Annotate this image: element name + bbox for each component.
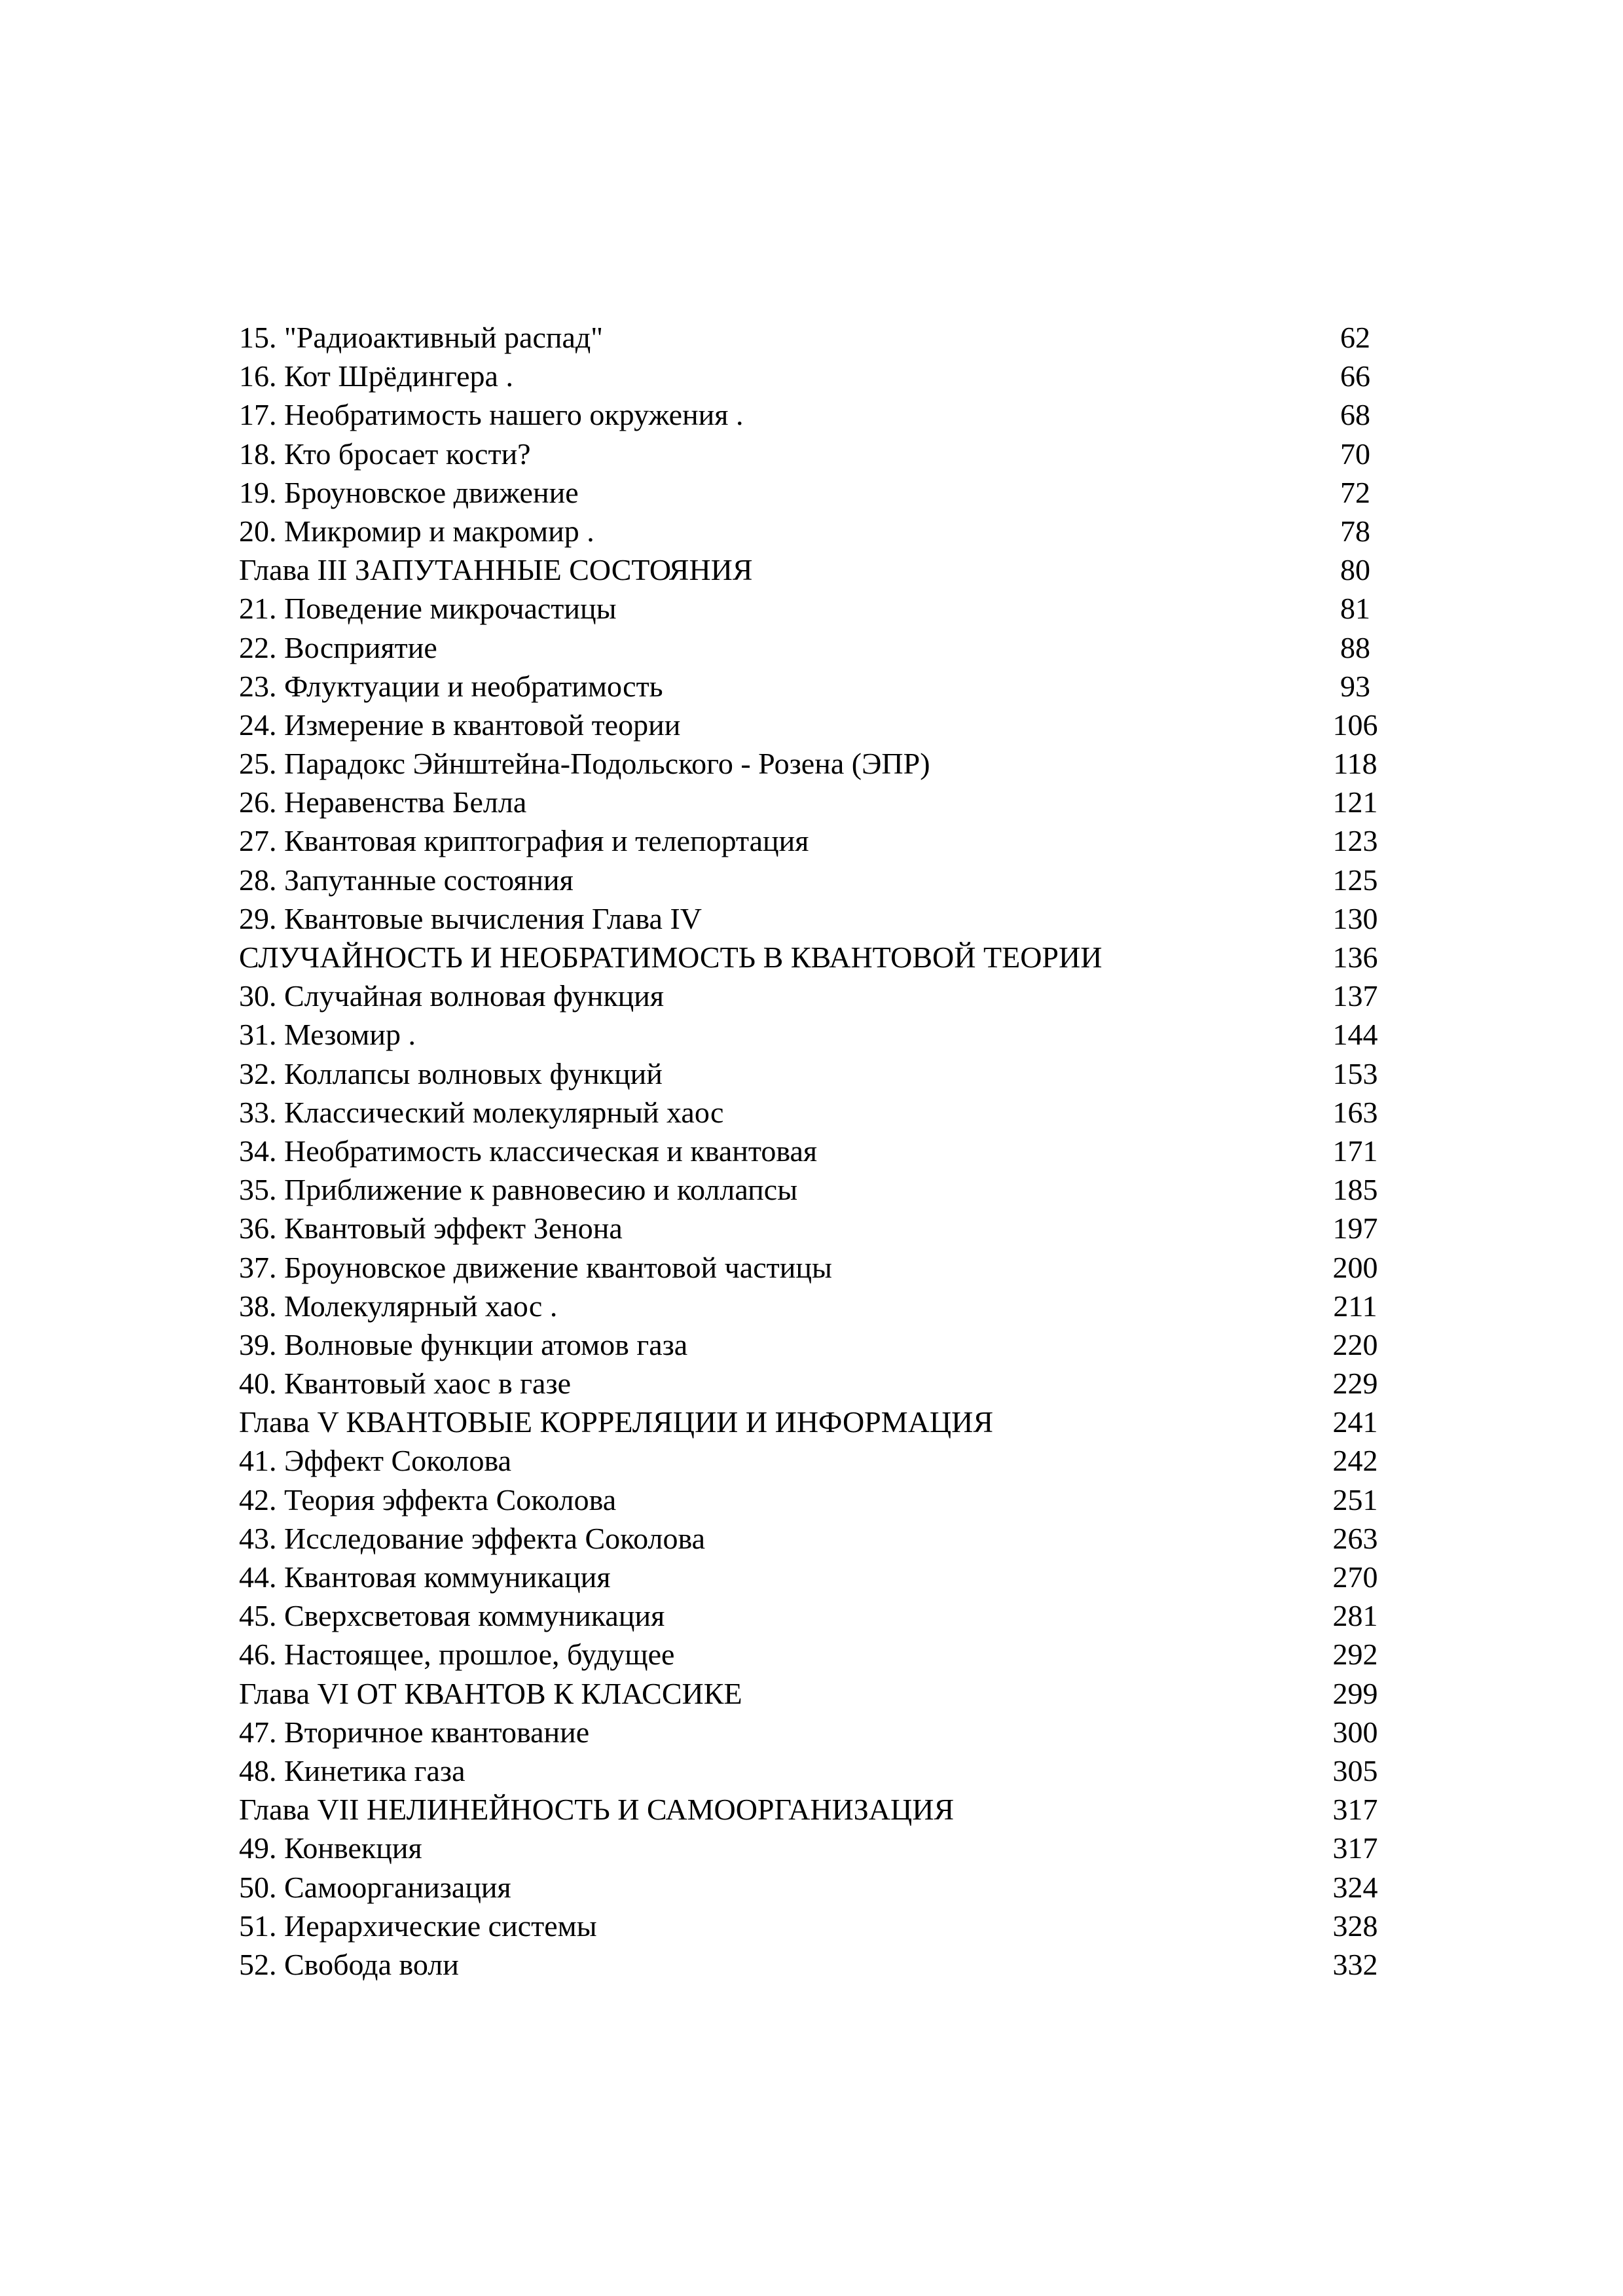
toc-entry <box>239 1713 1404 1751</box>
toc-entry-title: 35. Приближение к равновесию и коллапсы <box>239 1173 798 1207</box>
toc-entry-page-number: 328 <box>1332 1909 1378 1943</box>
toc-entry-page-number: 270 <box>1332 1560 1378 1594</box>
toc-entry <box>239 1519 1404 1558</box>
toc-entry-page-number: 153 <box>1332 1056 1378 1090</box>
toc-entry-page-number: 118 <box>1333 747 1377 781</box>
toc-entry-title: 21. Поведение микрочастицы <box>239 592 617 626</box>
toc-entry-title: Глава VI ОТ КВАНТОВ К КЛАССИКЕ <box>239 1676 742 1710</box>
toc-entry <box>239 1093 1404 1132</box>
toc-entry <box>239 706 1404 744</box>
toc-entry <box>239 550 1404 589</box>
toc-entry <box>239 1480 1404 1519</box>
toc-entry-title: 44. Квантовая коммуникация <box>239 1560 611 1594</box>
toc-entry-page-number: 78 <box>1340 514 1370 548</box>
toc-entry-title: 39. Волновые функции атомов газа <box>239 1327 688 1361</box>
toc-entry-page-number: 130 <box>1332 901 1378 935</box>
toc-entry <box>239 473 1404 512</box>
toc-entry-page-number: 200 <box>1332 1250 1378 1284</box>
toc-entry-page-number: 317 <box>1332 1831 1378 1865</box>
toc-entry <box>239 1287 1404 1325</box>
toc-entry-page-number: 68 <box>1340 398 1370 432</box>
toc-entry-title: 51. Иерархические системы <box>239 1909 597 1943</box>
toc-entry-title: 28. Запутанные состояния <box>239 863 574 897</box>
toc-entry <box>239 1790 1404 1829</box>
toc-entry <box>239 357 1404 395</box>
toc-entry-page-number: 106 <box>1332 708 1378 742</box>
toc-entry <box>239 861 1404 899</box>
toc-entry-title: Глава VII НЕЛИНЕЙНОСТЬ И САМООРГАНИЗАЦИЯ <box>239 1793 955 1827</box>
toc-entry-title: 50. Самоорганизация <box>239 1870 511 1904</box>
toc-entry-page-number: 144 <box>1332 1018 1378 1052</box>
table-of-contents <box>239 318 1404 1984</box>
toc-entry <box>239 899 1404 938</box>
toc-entry-page-number: 197 <box>1332 1211 1378 1246</box>
toc-entry-title: 17. Необратимость нашего окружения . <box>239 398 744 432</box>
toc-entry-page-number: 171 <box>1332 1134 1378 1168</box>
toc-entry-page-number: 229 <box>1332 1367 1378 1401</box>
toc-entry <box>239 1596 1404 1635</box>
toc-entry <box>239 628 1404 667</box>
toc-entry-page-number: 80 <box>1340 553 1370 587</box>
toc-entry-page-number: 292 <box>1332 1638 1378 1672</box>
toc-entry-title: 29. Квантовые вычисления Глава IV <box>239 901 702 935</box>
toc-entry-page-number: 332 <box>1332 1947 1378 1981</box>
toc-entry <box>239 667 1404 706</box>
toc-entry-page-number: 263 <box>1332 1521 1378 1555</box>
toc-entry-title: 25. Парадокс Эйнштейна-Подольского - Розена (ЭПР) <box>239 747 930 781</box>
toc-entry-title: 16. Кот Шрёдингера . <box>239 359 513 393</box>
toc-entry-page-number: 324 <box>1332 1870 1378 1904</box>
toc-entry-page-number: 88 <box>1340 630 1370 664</box>
toc-entry <box>239 938 1404 977</box>
toc-entry-title: 18. Кто бросает кости? <box>239 437 531 471</box>
toc-entry-title: 23. Флуктуации и необратимость <box>239 669 663 703</box>
toc-entry-title: 26. Неравенства Белла <box>239 785 527 819</box>
toc-entry-title: 22. Восприятие <box>239 630 437 664</box>
toc-entry <box>239 512 1404 550</box>
toc-entry-title: 15. "Радиоактивный распад" <box>239 321 604 354</box>
toc-entry-title: 48. Кинетика газа <box>239 1753 465 1787</box>
toc-entry-title: 41. Эффект Соколова <box>239 1444 512 1478</box>
toc-entry <box>239 1132 1404 1170</box>
toc-entry-page-number: 305 <box>1332 1753 1378 1787</box>
toc-entry-title: 24. Измерение в квантовой теории <box>239 708 681 742</box>
toc-entry-page-number: 137 <box>1332 979 1378 1013</box>
toc-entry-title: Глава III ЗАПУТАННЫЕ СОСТОЯНИЯ <box>239 553 753 587</box>
toc-entry <box>239 1015 1404 1054</box>
toc-entry-title: 40. Квантовый хаос в газе <box>239 1367 572 1401</box>
toc-entry <box>239 783 1404 821</box>
toc-entry-page-number: 281 <box>1332 1599 1378 1633</box>
toc-entry-page-number: 123 <box>1332 824 1378 858</box>
toc-entry <box>239 977 1404 1015</box>
toc-entry-page-number: 317 <box>1332 1793 1378 1827</box>
toc-entry-title: 37. Броуновское движение квантовой частицы <box>239 1250 832 1284</box>
toc-entry <box>239 1248 1404 1287</box>
toc-entry-page-number: 251 <box>1332 1482 1378 1516</box>
toc-entry-page-number: 72 <box>1340 475 1370 509</box>
toc-entry <box>239 318 1404 357</box>
toc-entry-title: 34. Необратимость классическая и квантовая <box>239 1134 818 1168</box>
toc-entry-title: СЛУЧАЙНОСТЬ И НЕОБРАТИМОСТЬ В КВАНТОВОЙ ТЕОРИИ <box>239 941 1103 974</box>
toc-entry-page-number: 125 <box>1332 863 1378 897</box>
toc-entry-title: 47. Вторичное квантование <box>239 1715 590 1749</box>
toc-entry-title: 38. Молекулярный хаос . <box>239 1289 558 1323</box>
toc-entry-page-number: 66 <box>1340 359 1370 393</box>
toc-entry <box>239 1209 1404 1247</box>
toc-entry <box>239 1635 1404 1674</box>
toc-entry-title: 36. Квантовый эффект Зенона <box>239 1211 623 1246</box>
toc-entry <box>239 1868 1404 1907</box>
toc-entry-page-number: 163 <box>1332 1095 1378 1129</box>
toc-entry-page-number: 185 <box>1332 1173 1378 1207</box>
toc-entry <box>239 435 1404 473</box>
toc-entry <box>239 1907 1404 1945</box>
toc-entry-title: 27. Квантовая криптография и телепортация <box>239 824 809 858</box>
toc-entry <box>239 1325 1404 1364</box>
toc-entry <box>239 1364 1404 1403</box>
toc-entry <box>239 1054 1404 1093</box>
toc-entry-page-number: 93 <box>1340 669 1370 703</box>
toc-entry-title: 43. Исследование эффекта Соколова <box>239 1521 706 1555</box>
toc-entry <box>239 1403 1404 1441</box>
toc-entry-title: 19. Броуновское движение <box>239 475 579 509</box>
toc-entry-title: 46. Настоящее, прошлое, будущее <box>239 1638 675 1672</box>
toc-entry-page-number: 70 <box>1340 437 1370 471</box>
toc-entry <box>239 1829 1404 1867</box>
toc-entry-title: 33. Классический молекулярный хаос <box>239 1095 724 1129</box>
toc-entry-title: 45. Сверхсветовая коммуникация <box>239 1599 665 1633</box>
toc-entry <box>239 1558 1404 1596</box>
toc-entry-page-number: 220 <box>1332 1327 1378 1361</box>
toc-entry <box>239 821 1404 860</box>
toc-entry <box>239 589 1404 628</box>
toc-entry-page-number: 300 <box>1332 1715 1378 1749</box>
toc-entry <box>239 395 1404 434</box>
toc-entry-page-number: 241 <box>1332 1405 1378 1439</box>
toc-entry <box>239 1945 1404 1984</box>
toc-entry-title: 32. Коллапсы волновых функций <box>239 1056 663 1090</box>
toc-entry-title: Глава V КВАНТОВЫЕ КОРРЕЛЯЦИИ И ИНФОРМАЦИЯ <box>239 1405 993 1439</box>
toc-entry <box>239 1170 1404 1209</box>
toc-entry-page-number: 242 <box>1332 1444 1378 1478</box>
toc-entry-title: 30. Случайная волновая функция <box>239 979 665 1013</box>
toc-entry <box>239 1441 1404 1480</box>
toc-entry-page-number: 62 <box>1340 321 1370 354</box>
toc-entry-page-number: 211 <box>1333 1289 1377 1323</box>
toc-entry-title: 49. Конвекция <box>239 1831 422 1865</box>
toc-entry-title: 52. Свобода воли <box>239 1947 459 1981</box>
toc-entry <box>239 1751 1404 1790</box>
toc-entry <box>239 744 1404 783</box>
toc-entry-page-number: 81 <box>1340 592 1370 626</box>
toc-entry-title: 31. Мезомир . <box>239 1018 416 1052</box>
toc-entry <box>239 1674 1404 1713</box>
toc-entry-title: 20. Микромир и макромир . <box>239 514 594 548</box>
toc-entry-page-number: 299 <box>1332 1676 1378 1710</box>
toc-entry-page-number: 136 <box>1332 941 1378 974</box>
toc-entry-page-number: 121 <box>1332 785 1378 819</box>
toc-entry-title: 42. Теория эффекта Соколова <box>239 1482 617 1516</box>
